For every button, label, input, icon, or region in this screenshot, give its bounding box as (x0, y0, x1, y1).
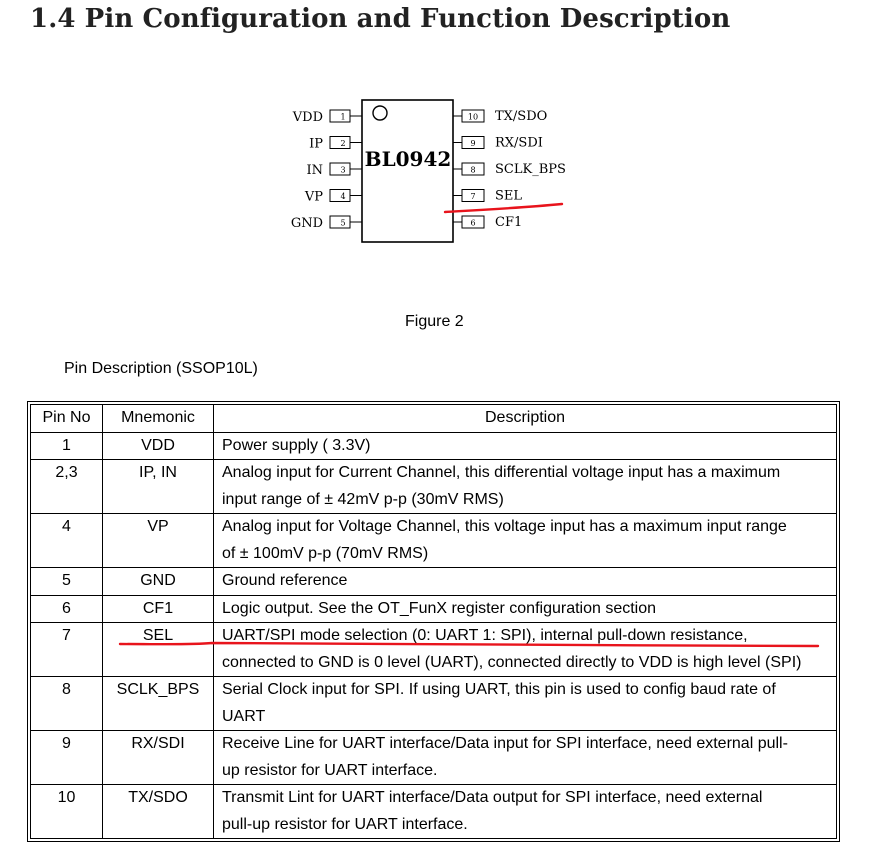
pin-8-label: SCLK_BPS (495, 162, 566, 177)
description-cell: Power supply ( 3.3V) (214, 432, 837, 460)
table-row (31, 731, 837, 785)
mnemonic-cell: SCLK_BPS (103, 677, 214, 731)
pin-9-label: RX/SDI (495, 135, 543, 151)
pin-1-label: VDD (292, 110, 323, 125)
description-cell: Analog input for Voltage Channel, this voltage input has a maximum input range of ± 100mV p-p (70mV RMS) (214, 514, 837, 568)
pin-no-cell: 10 (31, 785, 103, 839)
page-title: 1.4 Pin Configuration and Function Description (30, 4, 731, 34)
mnemonic-cell: GND (103, 568, 214, 596)
mnemonic-cell: VDD (103, 432, 214, 460)
table-caption: Pin Description (SSOP10L) (64, 360, 258, 377)
pin-10-label: TX/SDO (495, 109, 548, 124)
pin-7-label: SEL (495, 188, 523, 204)
description-cell: Transmit Lint for UART interface/Data output for SPI interface, need external pull-up resistor for UART interface. (214, 785, 837, 839)
pin-9-number: 9 (470, 139, 476, 148)
pin1-marker-icon (373, 106, 387, 120)
table-row (31, 568, 837, 596)
header-mnemonic: Mnemonic (103, 405, 214, 433)
table-row (31, 595, 837, 623)
pin-5-label: GND (290, 216, 323, 231)
mnemonic-cell: TX/SDO (103, 785, 214, 839)
table-row (31, 460, 837, 514)
chip-body (362, 100, 453, 242)
pin-no-cell: 9 (31, 731, 103, 785)
description-cell: Serial Clock input for SPI. If using UART, this pin is used to config baud rate of UART (214, 677, 837, 731)
description-cell: Ground reference (214, 568, 837, 596)
pin-no-cell: 5 (31, 568, 103, 596)
mnemonic-cell: VP (103, 514, 214, 568)
chip-pinout-figure (0, 0, 869, 260)
pin-2-number: 2 (340, 139, 346, 148)
mnemonic-cell: CF1 (103, 595, 214, 623)
header-description: Description (214, 405, 837, 433)
pin-no-cell: 7 (31, 623, 103, 677)
header-pin-no: Pin No (31, 405, 103, 433)
pin-6-number: 6 (470, 218, 476, 228)
pin-no-cell: 1 (31, 432, 103, 460)
pin-1-number: 1 (340, 112, 346, 122)
figure-caption: Figure 2 (405, 313, 464, 330)
table-row (31, 677, 837, 731)
left-pins (291, 110, 362, 231)
pin-6-label: CF1 (495, 215, 523, 230)
pin-2-label: IP (309, 136, 323, 152)
pin-description-table-frame (27, 401, 840, 842)
pin-5-number: 5 (340, 218, 346, 228)
pin-7-number: 7 (470, 192, 476, 201)
pin-description-table (30, 404, 837, 839)
description-cell: Logic output. See the OT_FunX register configuration section (214, 595, 837, 623)
mnemonic-cell: IP, IN (103, 460, 214, 514)
mnemonic-cell: SEL (103, 623, 214, 677)
pin-no-cell: 2,3 (31, 460, 103, 514)
table-row (31, 623, 837, 677)
table-row (31, 785, 837, 839)
mnemonic-cell: RX/SDI (103, 731, 214, 785)
right-pins (453, 109, 566, 230)
table-row (31, 514, 837, 568)
pin-8-number: 8 (470, 165, 476, 175)
table-row (31, 432, 837, 460)
pin-4-number: 4 (340, 192, 346, 201)
pin-3-number: 3 (340, 165, 346, 175)
pin-no-cell: 6 (31, 595, 103, 623)
chip-name: BL0942 (364, 147, 452, 171)
description-cell: UART/SPI mode selection (0: UART 1: SPI), internal pull-down resistance, connected to GND is 0 level (UART), connected directly to VDD is high level (SPI) (214, 623, 837, 677)
pin-no-cell: 4 (31, 514, 103, 568)
pin-no-cell: 8 (31, 677, 103, 731)
description-cell: Analog input for Current Channel, this differential voltage input has a maximum input range of ± 42mV p-p (30mV RMS) (214, 460, 837, 514)
pin-4-label: VP (304, 189, 323, 205)
description-cell: Receive Line for UART interface/Data input for SPI interface, need external pull- up resistor for UART interface. (214, 731, 837, 785)
pin-3-label: IN (306, 163, 323, 178)
pin-10-number: 10 (467, 112, 479, 122)
table-header-row (31, 405, 837, 433)
